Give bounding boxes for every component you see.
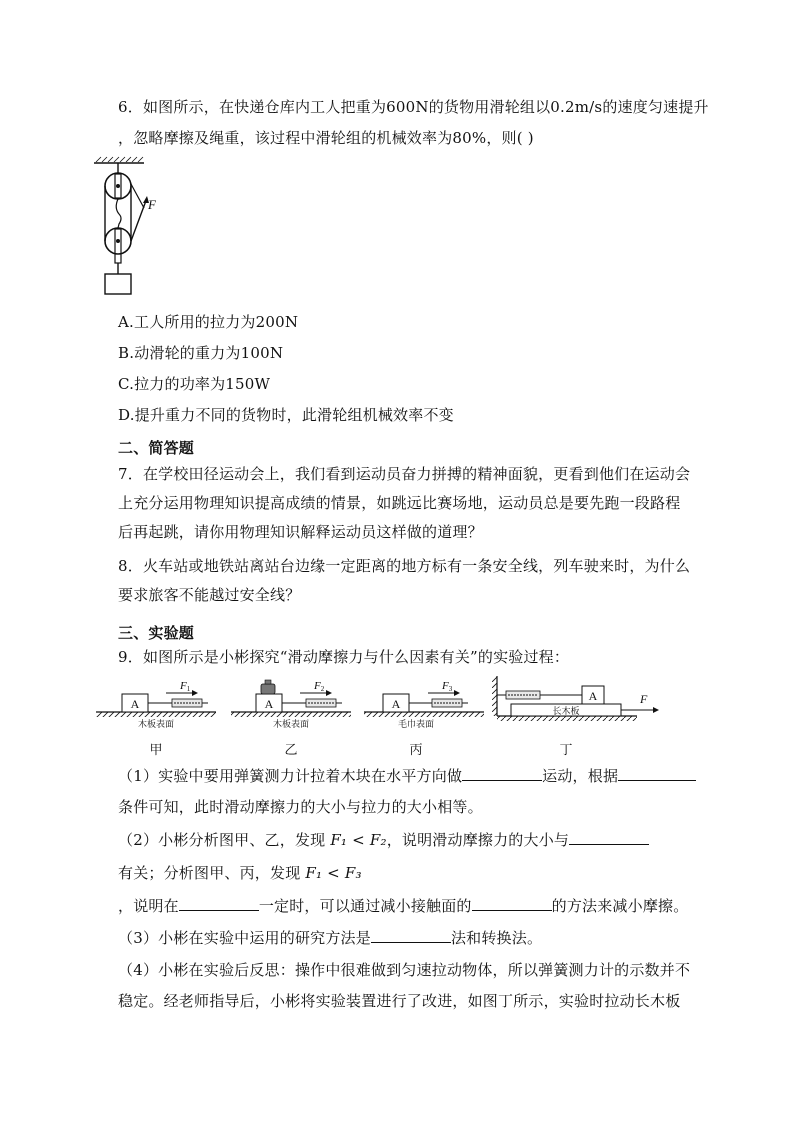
q6-option-a: A.工人所用的拉力为200N <box>118 313 299 331</box>
pulley-system-figure <box>92 156 172 296</box>
svg-text:长木板: 长木板 <box>552 707 580 717</box>
q9-part2-line2: 有关；分析图甲、丙，发现 F₁ < F₃ <box>118 864 362 882</box>
q9-intro: 9．如图所示是小彬探究“滑动摩擦力与什么因素有关”的实验过程： <box>118 648 570 666</box>
q6-line1: 6．如图所示，在快递仓库内工人把重为600N的货物用滑轮组以0.2m/s的速度匀速提升 <box>118 98 709 116</box>
relation-f1-f2: F₁ < F₂ <box>330 831 387 849</box>
answer-blank-4[interactable] <box>179 896 259 911</box>
svg-text:木板表面: 木板表面 <box>272 720 310 730</box>
figure-jia <box>96 680 216 730</box>
figure-bing <box>364 680 484 730</box>
svg-text:F1: F1 <box>180 680 191 693</box>
q7-line3: 后再起跳，请你用物理知识解释运动员这样做的道理？ <box>118 523 483 541</box>
svg-text:木板表面: 木板表面 <box>137 720 175 730</box>
figure-ding <box>492 676 659 721</box>
svg-text:F3: F3 <box>442 680 453 693</box>
caption-yi: 乙 <box>284 743 298 758</box>
section-3-heading: 三、实验题 <box>118 624 195 642</box>
q6-option-b: B.动滑轮的重力为100N <box>118 344 284 362</box>
svg-text:A: A <box>130 697 140 711</box>
q9-part2-line3: ，说明在 一定时，可以通过减小接触面的 的方法来减小摩擦。 <box>118 897 689 915</box>
q9-part2-line1: （2）小彬分析图甲、乙，发现 F₁ < F₂，说明滑动摩擦力的大小与 <box>118 829 649 850</box>
svg-text:A: A <box>391 697 401 711</box>
caption-ding: 丁 <box>559 743 573 758</box>
section-2-heading: 二、简答题 <box>118 439 195 457</box>
caption-bing: 丙 <box>409 743 423 758</box>
force-f-label: F <box>148 197 156 212</box>
svg-text:F2: F2 <box>314 680 325 693</box>
q8-line1: 8．火车站或地铁站离站台边缘一定距离的地方标有一条安全线，列车驶来时，为什么 <box>118 557 691 575</box>
svg-text:F: F <box>640 692 648 706</box>
q8-line2: 要求旅客不能越过安全线？ <box>118 586 301 604</box>
q9-part1-line2: 条件可知，此时滑动摩擦力的大小与拉力的大小相等。 <box>118 798 483 816</box>
answer-blank-3[interactable] <box>569 830 649 845</box>
figure-yi <box>231 680 351 730</box>
caption-jia: 甲 <box>149 743 163 758</box>
svg-text:A: A <box>264 697 274 711</box>
answer-blank-2[interactable] <box>618 766 696 781</box>
q9-part3: （3）小彬在实验中运用的研究方法是 法和转换法。 <box>118 929 543 947</box>
q9-part4-line2: 稳定。经老师指导后，小彬将实验装置进行了改进，如图丁所示，实验时拉动长木板 <box>118 992 681 1010</box>
relation-f1-f3: F₁ < F₃ <box>305 864 362 882</box>
q7-line2: 上充分运用物理知识提高成绩的情景，如跳远比赛场地，运动员总是要先跑一段路程 <box>118 494 681 512</box>
answer-blank-6[interactable] <box>371 928 451 943</box>
q6-option-c: C.拉力的功率为150W <box>118 375 271 393</box>
q9-part1-line1: （1）实验中要用弹簧测力计拉着木块在水平方向做 运动，根据 <box>118 765 696 786</box>
q6-line2: ，忽略摩擦及绳重，该过程中滑轮组的机械效率为80%，则( ) <box>118 129 534 147</box>
q6-option-d: D.提升重力不同的货物时，此滑轮组机械效率不变 <box>118 406 454 424</box>
answer-blank-5[interactable] <box>472 896 552 911</box>
svg-text:毛巾表面: 毛巾表面 <box>397 720 435 730</box>
svg-text:A: A <box>588 689 598 703</box>
q9-part4-line1: （4）小彬在实验后反思：操作中很难做到匀速拉动物体，所以弹簧测力计的示数并不 <box>118 961 691 979</box>
friction-experiment-figures <box>96 676 696 736</box>
q7-line1: 7．在学校田径运动会上，我们看到运动员奋力拼搏的精神面貌，更看到他们在运动会 <box>118 465 691 483</box>
answer-blank-1[interactable] <box>462 766 542 781</box>
